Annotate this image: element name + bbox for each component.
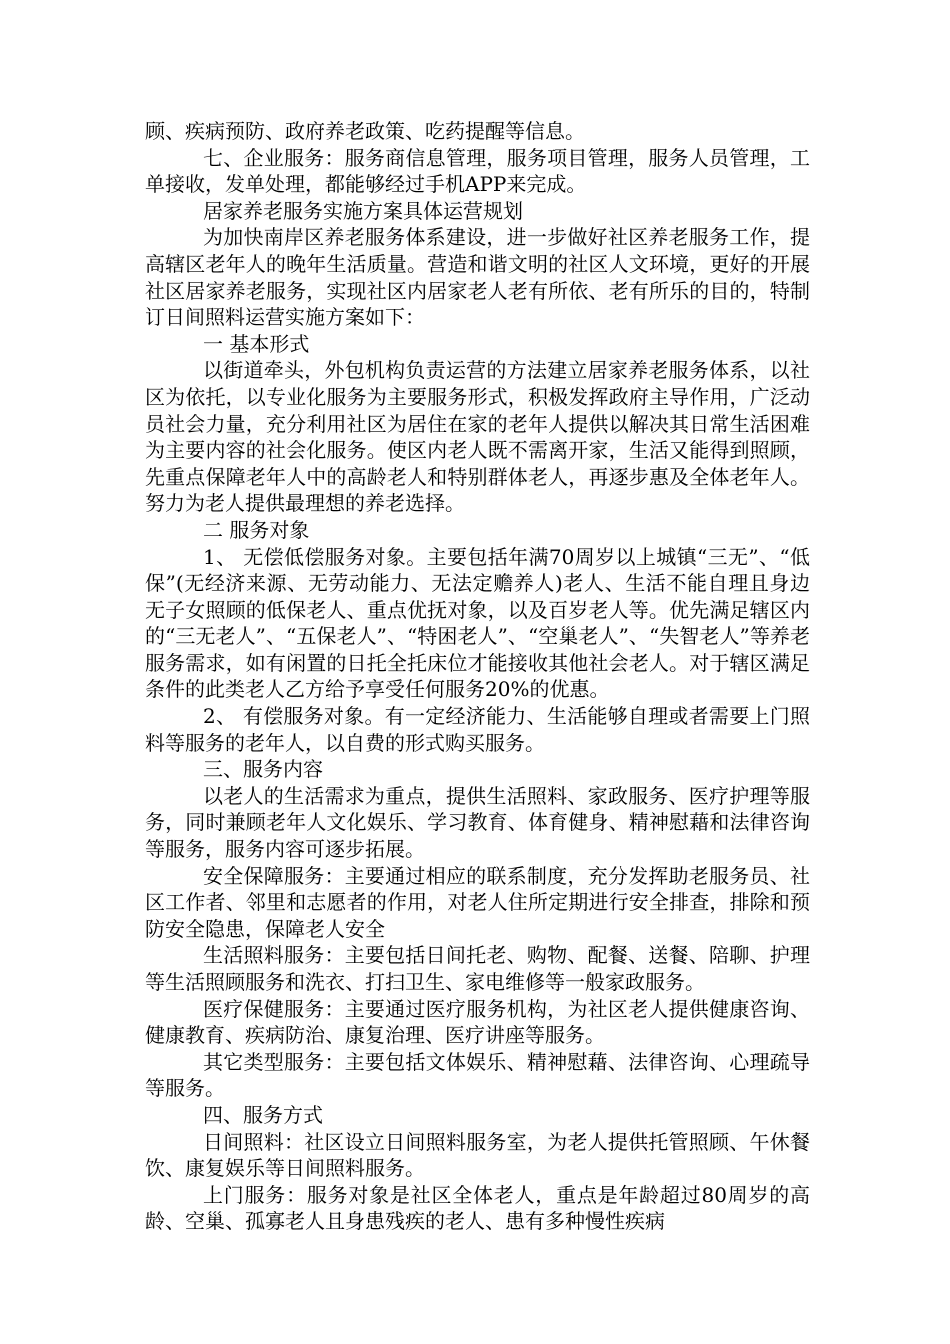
paragraph-14: 医疗保健服务：主要通过医疗服务机构，为社区老人提供健康咨询、健康教育、疾病防治、康复治理、医疗讲座等服务。 [145, 996, 810, 1048]
paragraph-15: 其它类型服务：主要包括文体娱乐、精神慰藉、法律咨询、心理疏导等服务。 [145, 1049, 810, 1101]
paragraph-13: 生活照料服务：主要包括日间托老、购物、配餐、送餐、陪聊、护理等生活照顾服务和洗衣、打扫卫生、家电维修等一般家政服务。 [145, 943, 810, 994]
paragraph-17: 日间照料：社区设立日间照料服务室，为老人提供托管照顾、午休餐饮、康复娱乐等日间照料服务。 [145, 1129, 810, 1181]
paragraph-1: 顾、疾病预防、政府养老政策、吃药提醒等信息。 [145, 119, 585, 143]
paragraph-2: 七、企业服务：服务商信息管理，服务项目管理，服务人员管理，工单接收，发单处理，都能够经过手机APP来完成。 [145, 145, 810, 197]
section-heading-plan: 居家养老服务实施方案具体运营规划 [203, 198, 523, 223]
paragraph-8: 1、 无偿低偿服务对象。主要包括年满70周岁以上城镇“三无”、“低保”(无经济来源、无劳动能力、无法定赡养人)老人、生活不能自理且身边无子女照顾的低保老人、重点优抚对象，以及百岁老人等。优先满足辖区内的“三无老人”、“五保老人”、“特困老人”、“空巢老人”、“失智老人”等养老服务需求，如有闲置的日托全托床位才能接收其他社会老人。对于辖区满足条件的此类老人乙方给予享受任何服务20%的优惠。 [145, 544, 810, 702]
section-heading-service-target: 二 服务对象 [203, 517, 310, 542]
paragraph-11: 以老人的生活需求为重点，提供生活照料、家政服务、医疗护理等服务，同时兼顾老年人文化娱乐、学习教育、体育健身、精神慰藉和法律咨询等服务，服务内容可逐步拓展。 [145, 783, 810, 862]
section-heading-basic-form: 一 基本形式 [203, 331, 310, 356]
paragraph-6: 以街道牵头，外包机构负责运营的方法建立居家养老服务体系，以社区为依托，以专业化服务为主要服务形式，积极发挥政府主导作用，广泛动员社会力量，充分利用社区为居住在家的老年人提供以解决其日常生活困难为主要内容的社会化服务。使区内老人既不需离开家，生活又能得到照顾，先重点保障老年人中的高龄老人和特别群体老人，再逐步惠及全体老年人。努力为老人提供最理想的养老选择。 [145, 358, 810, 516]
section-heading-service-content: 三、服务内容 [203, 757, 323, 782]
paragraph-9: 2、 有偿服务对象。有一定经济能力、生活能够自理或者需要上门照料等服务的老年人，以自费的形式购买服务。 [145, 704, 810, 755]
paragraph-12: 安全保障服务：主要通过相应的联系制度，充分发挥助老服务员、社区工作者、邻里和志愿者的作用，对老人住所定期进行安全排查，排除和预防安全隐患，保障老人安全 [145, 863, 810, 941]
paragraph-4: 为加快南岸区养老服务体系建设，进一步做好社区养老服务工作，提高辖区老年人的晚年生活质量。营造和谐文明的社区人文环境，更好的开展社区居家养老服务，实现社区内居家老人老有所依、老有所乐的目的，特制订日间照料运营实施方案如下： [145, 225, 810, 330]
document-body [145, 118, 810, 1235]
section-heading-service-mode: 四、服务方式 [203, 1102, 323, 1127]
paragraph-18: 上门服务：服务对象是社区全体老人，重点是年龄超过80周岁的高龄、空巢、孤寡老人且身患残疾的老人、患有多种慢性疾病 [145, 1182, 810, 1234]
